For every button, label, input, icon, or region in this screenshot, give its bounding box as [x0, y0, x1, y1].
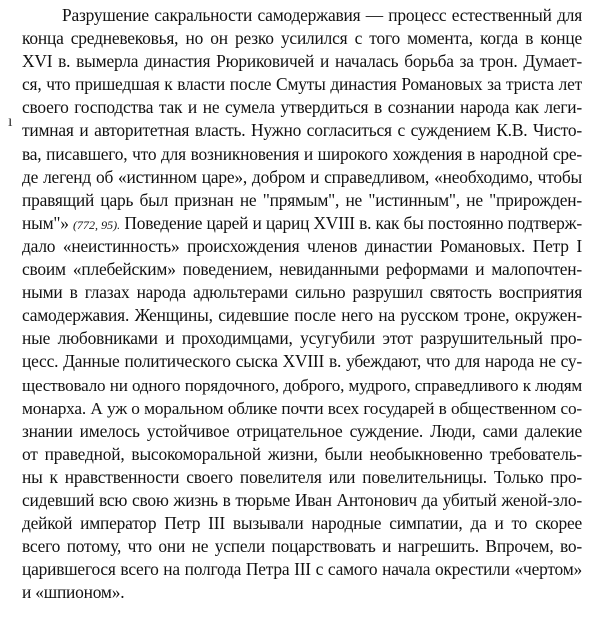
- text-line: своего господства так и не сумела утвердиться в сознании народа как леги-: [22, 97, 582, 118]
- citation: (772, 95).: [73, 217, 121, 232]
- text-line: де легенд об «истинном царе», добром и справедливом, «необходимо, чтобы: [22, 166, 582, 187]
- text-line: монарха. А уж о моральном облике почти всех государей в общественном со-: [22, 398, 582, 418]
- text-line: дало «неистинность» происхождения членов династии Романовых. Петр I: [22, 235, 582, 256]
- text-line: своим «плебейским» поведением, невиданными реформами и малопочтен-: [22, 259, 582, 280]
- paragraph: [22, 4, 582, 604]
- text-line: тимная и авторитетная власть. Нужно согласиться с суждением К.В. Чисто-: [22, 120, 582, 141]
- text-line: ные любовниками и проходимцами, усугубили этот разрушительный про-: [22, 328, 582, 349]
- text-line: всего потому, что они не успели поцарствовать и нагрешить. Впрочем, во-: [22, 536, 582, 557]
- text-line: ся, что пришедшая к власти после Смуты династия Романовых за триста лет: [22, 74, 582, 95]
- text-line: знании имелось устойчивое отрицательное суждение. Люди, сами далекие: [22, 420, 582, 441]
- text-line: от праведной, высокоморальной жизни, были необыкновенно требователь-: [22, 443, 582, 464]
- text-line: ществовало ни одного порядочного, доброго, мудрого, справедливого к людям: [22, 375, 582, 395]
- text-line: правящий царь был признан не "прямым", не "истинным", не "прирожден-: [22, 189, 582, 210]
- text-line-with-citation: [22, 212, 582, 235]
- text-line: и «шпионом».: [22, 582, 125, 603]
- text-line: дейкой император Петр III вызывали народные симпатии, да и то скорее: [22, 513, 582, 534]
- text-fragment: Поведение царей и цариц XVIII в. как бы постоянно подтверж-: [120, 212, 582, 233]
- text-line: самодержавия. Женщины, сидевшие после него на русском троне, окружен-: [22, 305, 582, 326]
- text-line: царившегося всего на полгода Петра III с самого начала окрестили «чертом»: [22, 559, 582, 580]
- text-line: цесс. Данные политического сыска XVIII в. убеждают, что для народа не су-: [22, 351, 582, 372]
- margin-mark: ı: [8, 113, 13, 130]
- text-line: ва, писавшего, что для возникновения и широкого хождения в народной сре-: [22, 143, 582, 164]
- text-line: ны к нравственности своего повелителя или повелительницы. Только про-: [22, 466, 582, 487]
- text-line: XVI в. вымерла династия Рюриковичей и началась борьба за трон. Думает-: [22, 51, 582, 72]
- text-fragment: ным"»: [22, 212, 69, 233]
- text-line: ными в глазах народа адюльтерами сильно разрушил святость восприятия: [22, 282, 582, 303]
- text-line: конца средневековья, но он резко усилился с того момента, когда в конце: [22, 28, 582, 49]
- text-line: Разрушение сакральности самодержавия — процесс естественный для: [62, 5, 582, 25]
- text-line: сидевший всю свою жизнь в тюрьме Иван Антонович да убитый женой-зло-: [22, 489, 582, 510]
